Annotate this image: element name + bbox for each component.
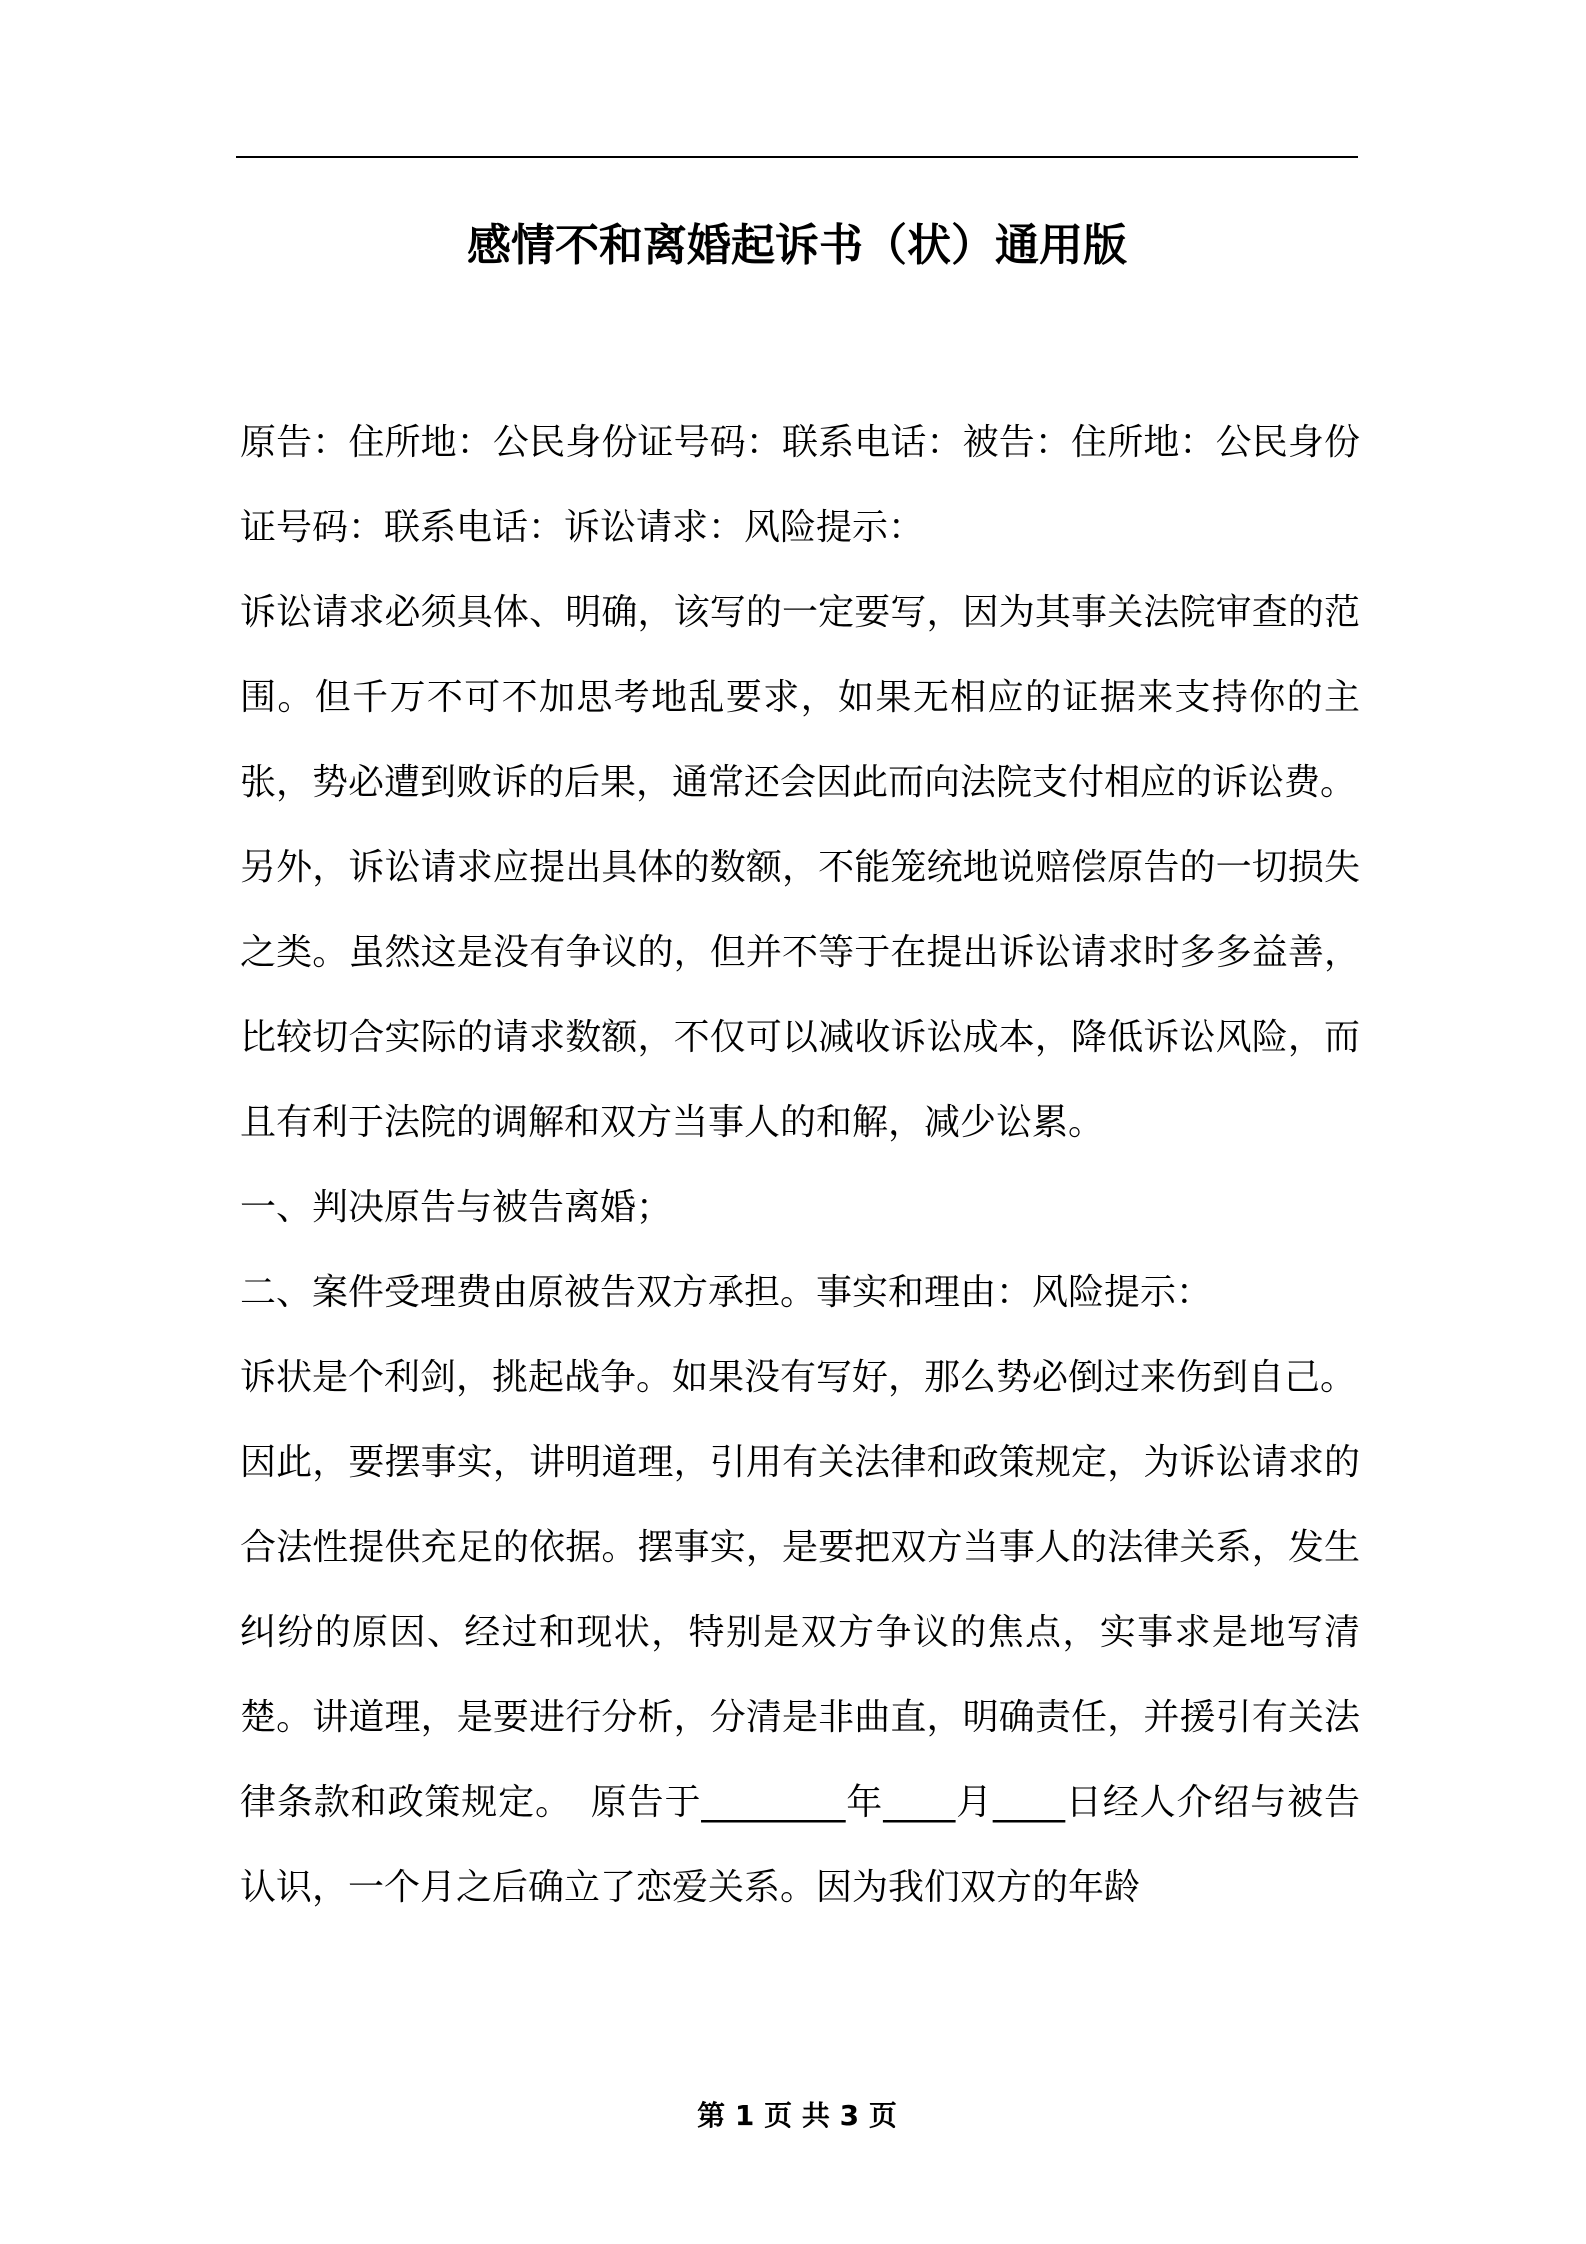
paragraph-complaint-warning: 诉状是个利剑，挑起战争。如果没有写好，那么势必倒过来伤到自己。 <box>240 1357 1357 1398</box>
paragraph-claim-two: 二、案件受理费由原被告双方承担。事实和理由：风险提示： <box>240 1272 1213 1313</box>
paragraph-claims-amount: 另外，诉讼请求应提出具体的数额，不能笼统地说赔偿原告的一切损失之类。虽然这是没有争议的，但并不等于在提出诉讼请求时多多益善，比较切合实际的请求数额，不仅可以减收诉讼成本，降低诉讼风险，而且有利于法院的调解和双方当事人的和解，减少讼累。 <box>240 847 1360 1143</box>
document-body <box>240 400 1360 1930</box>
page-footer: 第 1 页 共 3 页 <box>697 2099 897 2132</box>
paragraph-parties: 原告：住所地：公民身份证号码：联系电话：被告：住所地：公民身份证号码：联系电话：诉讼请求：风险提示： <box>240 422 1360 548</box>
paragraph-facts-reasons: 因此，要摆事实，讲明道理，引用有关法律和政策规定，为诉讼请求的合法性提供充足的依据。摆事实，是要把双方当事人的法律关系，发生纠纷的原因、经过和现状，特别是双方争议的焦点，实事求是地写清楚。讲道理，是要进行分析，分清是非曲直，明确责任，并援引有关法律条款和政策规定。 原告于________年____月____日经人介绍与被告认识，一个月之后确立了恋爱关系。因为我们双方的年龄 <box>240 1442 1360 1908</box>
paragraph-claim-one: 一、判决原告与被告离婚； <box>240 1187 673 1228</box>
paragraph-claims-advice: 诉讼请求必须具体、明确，该写的一定要写，因为其事关法院审查的范围。但千万不可不加思考地乱要求，如果无相应的证据来支持你的主张，势必遭到败诉的后果，通常还会因此而向法院支付相应的诉讼费。 <box>240 592 1360 803</box>
header-rule <box>236 156 1358 158</box>
document-title: 感情不和离婚起诉书（状）通用版 <box>467 220 1127 271</box>
